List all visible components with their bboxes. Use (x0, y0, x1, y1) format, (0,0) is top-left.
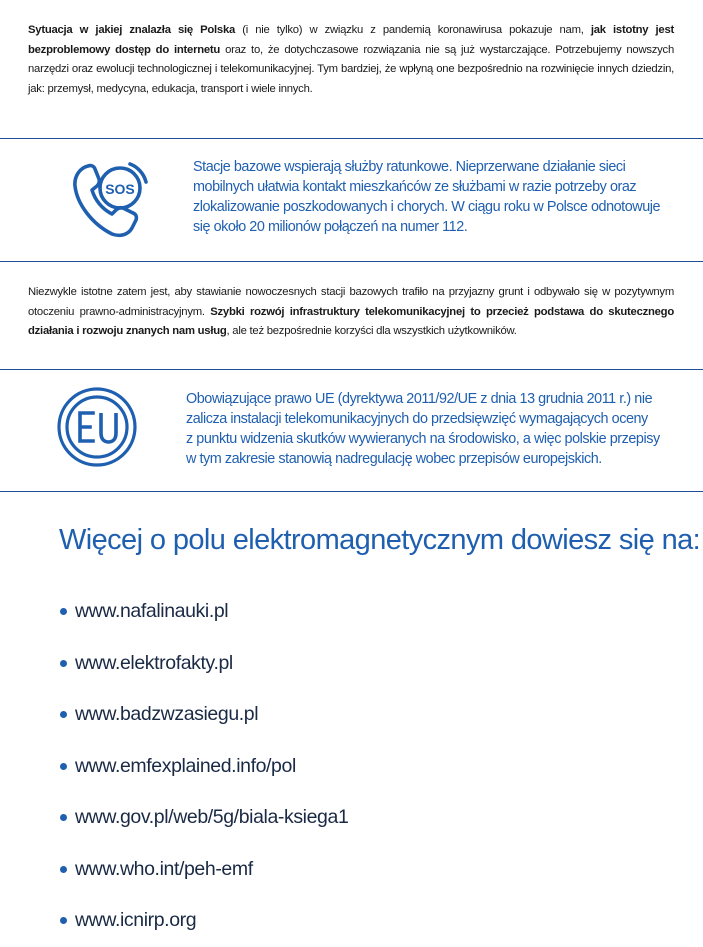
middle-text-1: Niezwykle istotne zatem jest, aby stawianie nowoczesnych stacji bazowych trafiło na przyjazny grunt i odbywało się w pozytywnym otoczeniu prawno-administracyjnym. (28, 286, 674, 318)
link-gov-5g[interactable]: www.gov.pl/web/5g/biala-ksiega1 (75, 806, 349, 829)
eu-line: zalicza instalacji telekomunikacyjnych do przedsięwzięć wymagających oceny (186, 411, 648, 427)
link-who[interactable]: www.who.int/peh-emf (75, 857, 253, 880)
intro-text-1: (i nie tylko) w związku z pandemią koronawirusa pokazuje nam, (235, 24, 591, 36)
intro-text-2: oraz to, że dotychczasowe rozwiązania nie są już wystarczające. Potrzebujemy nowszych narzędzi oraz ewolucji technologicznej i telekomunikacyjnej. Tym bardziej, że wpłyną one bezpośrednio na rozwinięcie innych dziedzin, jak: przemysł, medycyna, edukacja, transport i wiele innych. (28, 43, 674, 95)
sos-line: się około 20 milionów połączeń na numer 112. (193, 219, 468, 235)
eu-badge-icon (55, 385, 139, 469)
bullet-icon (60, 608, 67, 615)
bullet-icon (60, 763, 67, 770)
eu-line: Obowiązujące prawo UE (dyrektywa 2011/92/UE z dnia 13 grudnia 2011 r.) nie (186, 391, 653, 407)
middle-paragraph (28, 283, 674, 342)
bullet-icon (60, 711, 67, 718)
divider-4 (0, 491, 703, 492)
eu-line: w tym zakresie stanowią nadregulację wobec przepisów europejskich. (186, 451, 602, 467)
divider-2 (0, 261, 703, 262)
sos-line: mobilnych ułatwia kontakt mieszkańców ze służbami w razie potrzeby oraz (193, 179, 637, 195)
sos-icon-wrap (68, 154, 154, 245)
list-item (60, 895, 348, 947)
intro-bold-2: jak istotny jest bezproblemowy dostęp do internetu (28, 24, 674, 56)
more-info-heading: Więcej o polu elektromagnetycznym dowiesz się na: (59, 524, 701, 556)
sos-icon-label: SOS (105, 181, 135, 197)
bullet-icon (60, 814, 67, 821)
list-item (60, 844, 348, 896)
sos-info-text (193, 157, 660, 237)
eu-line: z punktu widzenia skutków wywieranych na środowisko, a więc polskie przepisy (186, 431, 660, 447)
list-item (60, 741, 348, 793)
list-item (60, 689, 348, 741)
sos-line: Stacje bazowe wspierają służby ratunkowe. Nieprzerwane działanie sieci (193, 159, 626, 175)
link-elektrofakty[interactable]: www.elektrofakty.pl (75, 651, 233, 674)
divider-3 (0, 369, 703, 370)
link-badzwzasiegu[interactable]: www.badzwzasiegu.pl (75, 703, 259, 726)
sos-phone-icon (68, 154, 154, 240)
divider-1 (0, 138, 703, 139)
link-icnirp[interactable]: www.icnirp.org (75, 909, 197, 932)
intro-bold-1: Sytuacja w jakiej znalazła się Polska (28, 24, 236, 36)
eu-info-text (186, 389, 660, 469)
link-nafalinauki[interactable]: www.nafalinauki.pl (75, 600, 229, 623)
bullet-icon (60, 917, 67, 924)
middle-bold-1: Szybki rozwój infrastruktury telekomunikacyjnej to przecież podstawa do skutecznego działania i rozwoju znanych nam usług (28, 305, 674, 337)
bullet-icon (60, 660, 67, 667)
list-item (60, 792, 348, 844)
eu-icon-wrap (55, 385, 139, 474)
middle-text-2: , ale też bezpośrednie korzyści dla wszystkich użytkowników. (226, 325, 517, 337)
list-item (60, 638, 348, 690)
sos-line: zlokalizowanie poszkodowanych i chorych. W ciągu roku w Polsce odnotowuje (193, 199, 661, 215)
intro-paragraph (28, 21, 674, 99)
eu-icon-label: EU (96, 465, 98, 466)
link-emfexplained[interactable]: www.emfexplained.info/pol (75, 754, 296, 777)
bullet-icon (60, 866, 67, 873)
list-item (60, 586, 348, 638)
links-list (60, 586, 348, 947)
